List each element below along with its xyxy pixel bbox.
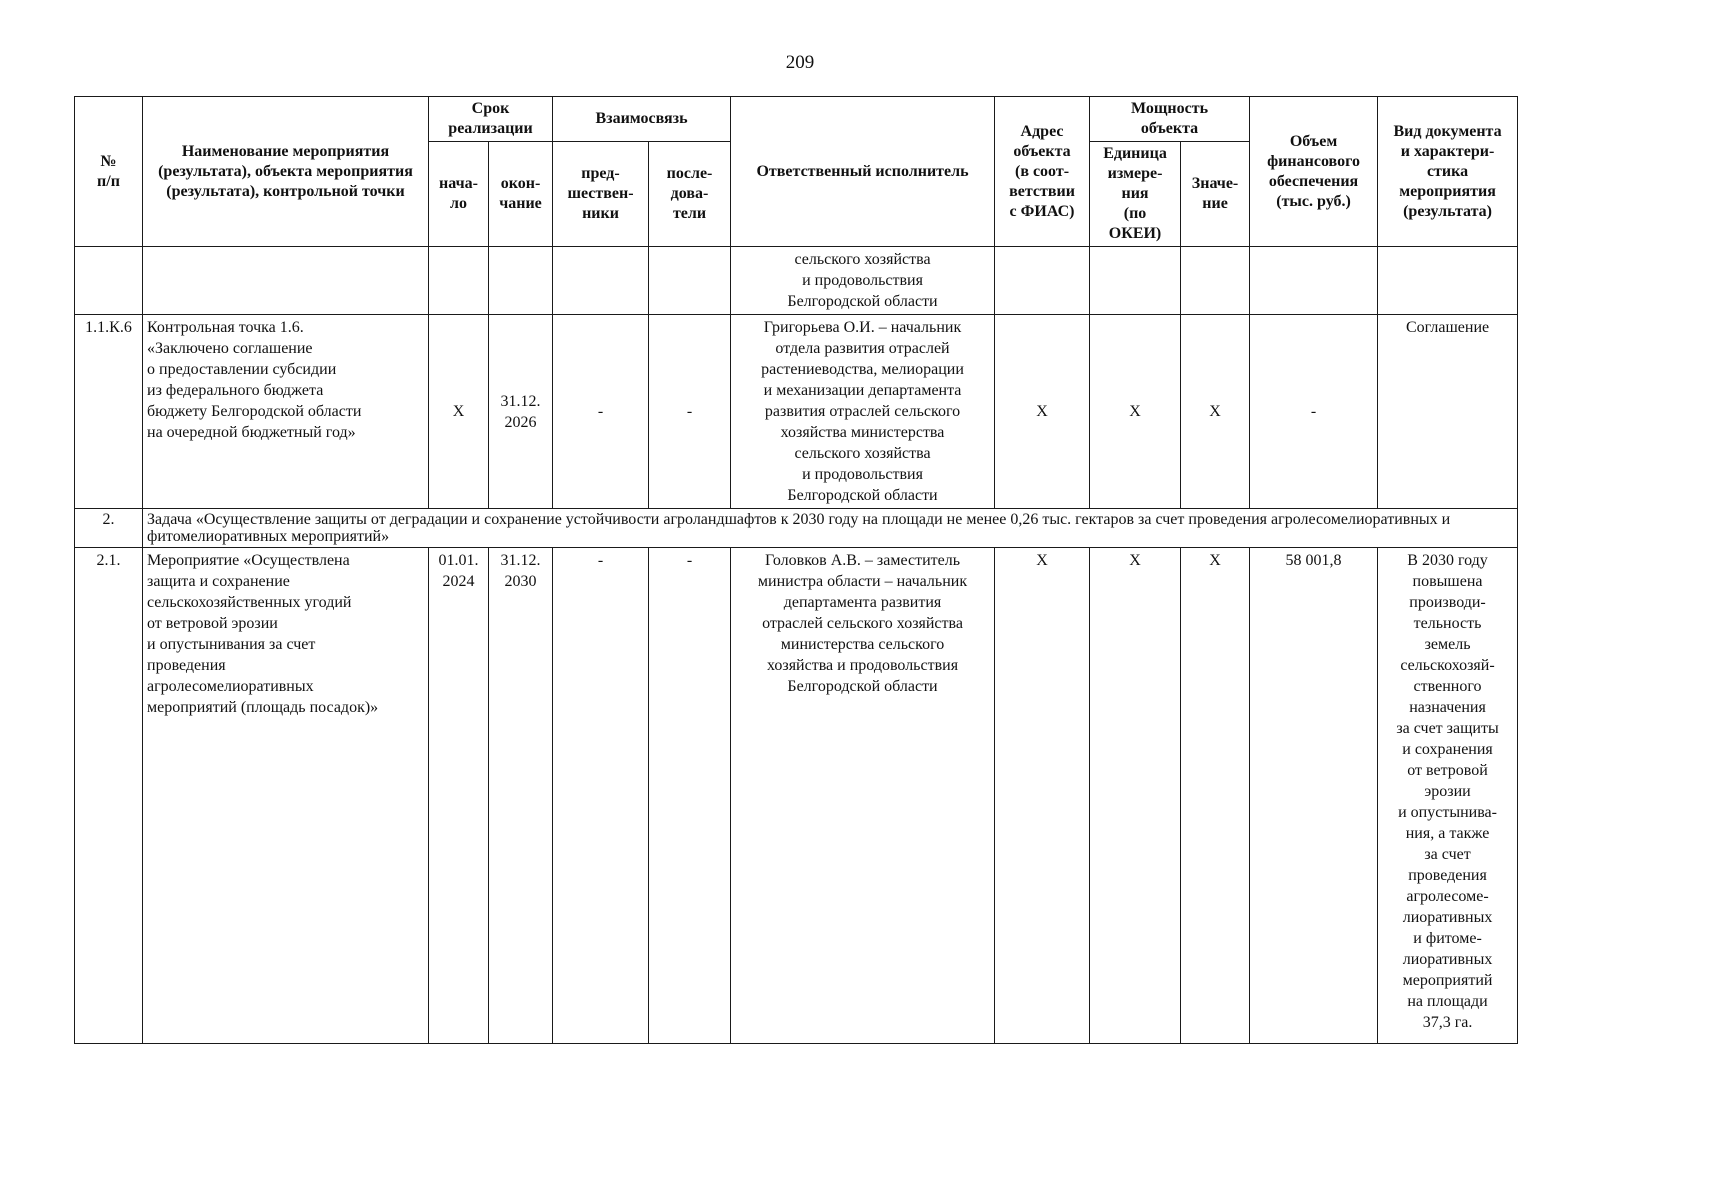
header-capacity-unit: Единица измере- ния (по ОКЕИ) [1090,142,1181,247]
link-prev: - [553,548,649,1044]
header-period-end: окон- чание [489,142,553,247]
capacity-value-cell: X [1181,548,1250,1044]
header-capacity-value: Значе- ние [1181,142,1250,247]
header-row-1 [75,97,1518,142]
activity-name: Мероприятие «Осуществлена защита и сохранение сельскохозяйственных угодий от ветровой эрозии и опустынивания за счет проведения агролесомелиоративных мероприятий (площадь посадок)» [143,548,429,1044]
address-cell: X [995,548,1090,1044]
header-capacity: Мощность объекта [1090,97,1250,142]
capacity-value-cell: X [1181,315,1250,509]
header-document: Вид документа и характери- стика мероприятия (результата) [1378,97,1518,247]
header-link-next: после- дова- тели [649,142,731,247]
link-prev: - [553,315,649,509]
header-name: Наименование мероприятия (результата), объекта мероприятия (результата), контрольной точки [143,97,429,247]
period-end: 31.12. 2030 [489,548,553,1044]
activity-name: Контрольная точка 1.6. «Заключено соглашение о предоставлении субсидии из федерального бюджета бюджету Белгородской области на очередной бюджетный год» [143,315,429,509]
header-period: Срок реализации [429,97,553,142]
header-address: Адрес объекта (в соот- ветствии с ФИАС) [995,97,1090,247]
period-start: 01.01. 2024 [429,548,489,1044]
row-number: 2.1. [75,548,143,1044]
capacity-unit-cell: X [1090,548,1181,1044]
header-executor: Ответственный исполнитель [731,97,995,247]
link-next: - [649,548,731,1044]
period-end: 31.12. 2026 [489,315,553,509]
executor-cell: Головков А.В. – заместитель министра области – начальник департамента развития отраслей сельского хозяйства министерства сельского хозяйства и продовольствия Белгородской области [731,548,995,1044]
finance-cell: 58 001,8 [1250,548,1378,1044]
document-cell: Соглашение [1378,315,1518,509]
address-cell: X [995,315,1090,509]
page-number: 209 [785,52,815,73]
row-number: 1.1.К.6 [75,315,143,509]
activities-table [74,96,1518,1044]
header-period-start: нача- ло [429,142,489,247]
capacity-unit-cell: X [1090,315,1181,509]
table-row [75,548,1518,1044]
link-next: - [649,315,731,509]
table-row [75,247,1518,315]
period-start: X [429,315,489,509]
header-link: Взаимосвязь [553,97,731,142]
executor-cell: Григорьева О.И. – начальник отдела развития отраслей растениеводства, мелиорации и механизации департамента развития отраслей сельского хозяйства министерства сельского хозяйства и продовольствия Белгородской области [731,315,995,509]
finance-cell: - [1250,315,1378,509]
header-finance: Объем финансового обеспечения (тыс. руб.) [1250,97,1378,247]
header-link-prev: пред- шествен- ники [553,142,649,247]
task-row [75,509,1518,548]
table-row [75,315,1518,509]
row-number: 2. [75,509,143,548]
header-number: № п/п [75,97,143,247]
executor-cell: сельского хозяйства и продовольствия Белгородской области [731,247,995,315]
document-cell: В 2030 году повышена производи- тельность земель сельскохозяй- ственного назначения за счет защиты и сохранения от ветровой эрозии и опустынива- ния, а также за счет проведения агролесоме- лиоративных и фитоме- лиоративных мероприятий на площади 37,3 га. [1378,548,1518,1044]
task-text: Задача «Осуществление защиты от деградации и сохранение устойчивости агроландшафтов к 2030 году на площади не менее 0,26 тыс. гектаров за счет проведения агролесомелиоративных и фитомелиоративных мероприятий» [143,509,1518,548]
